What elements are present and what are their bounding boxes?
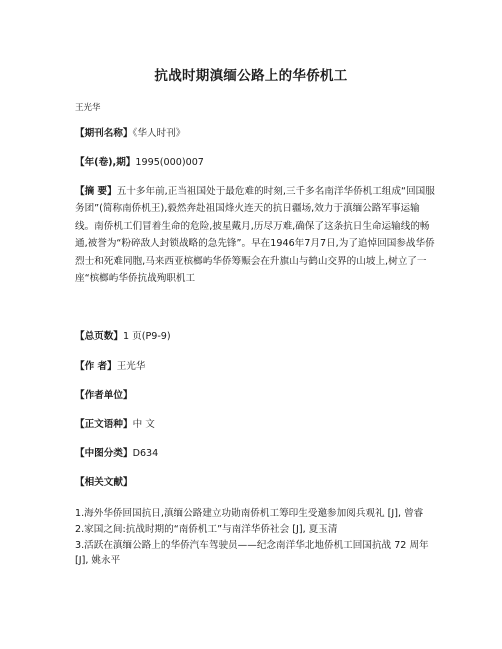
pages-value: 1 页(P9-9) — [122, 331, 171, 342]
related-list — [75, 506, 435, 569]
author-field-label: 【作 者】 — [75, 361, 117, 372]
related-field — [75, 474, 133, 488]
journal-field — [75, 125, 185, 139]
language-value: 中 文 — [132, 419, 155, 430]
author-name: 王光华 — [75, 103, 101, 113]
classification-label: 【中图分类】 — [75, 448, 133, 459]
classification-value: D634 — [132, 448, 159, 459]
pages-field — [75, 328, 171, 342]
year-issue-value: 1995(000)007 — [135, 157, 204, 168]
affiliation-label: 【作者单位】 — [75, 390, 133, 401]
abstract-label: 【摘 要】 — [75, 186, 117, 197]
abstract-text: 五十多年前,正当祖国处于最危难的时刻,三千多名南洋华侨机工组成“回国服务团”(简称南侨机王),毅然奔赴祖国烽火连天的抗日疆场,效力于滇缅公路军事运输线。南侨机工们冒着生命的危险,披星戴月,历尽万难,确保了这条抗日生命运输线的畅通,被誉为“粉碎敌人封锁战略的急先锋”。早在1946年7月7日,为了追悼回国参战华侨烈士和死难同胞,马来西亚槟榔屿华侨筹赈会在升旗山与鹤山交界的山坡上,树立了一座“槟榔屿华侨抗战殉职机工 — [75, 186, 435, 285]
journal-value: 《华人时刊》 — [132, 128, 186, 139]
year-issue-label: 【年(卷),期】 — [75, 157, 136, 168]
journal-label: 【期刊名称】 — [75, 128, 133, 139]
related-label: 【相关文献】 — [75, 477, 133, 488]
pages-label: 【总页数】 — [75, 331, 123, 342]
related-item[interactable]: 3.活跃在滇缅公路上的华侨汽车驾驶员——纪念南洋华北地侨机工回国抗战 72 周年 [J], 姚永平 — [75, 539, 429, 567]
affiliation-field — [75, 387, 133, 401]
author-field-value: 王光华 — [116, 361, 146, 372]
language-field — [75, 416, 155, 430]
language-label: 【正文语种】 — [75, 419, 133, 430]
year-issue-field — [75, 154, 204, 168]
abstract-field — [75, 183, 435, 287]
related-item[interactable]: 2.家国之间:抗战时期的“南侨机工”与南洋华侨社会 [J], 夏玉清 — [75, 523, 338, 535]
related-item[interactable]: 1.海外华侨回国抗日,滇缅公路建立功勋南侨机工筹印生受邀参加阅兵观礼 [J], 曾睿 — [75, 508, 424, 519]
article-title: 抗战时期滇缅公路上的华侨机工 — [154, 68, 348, 84]
classification-field — [75, 445, 158, 459]
author-field — [75, 358, 146, 372]
